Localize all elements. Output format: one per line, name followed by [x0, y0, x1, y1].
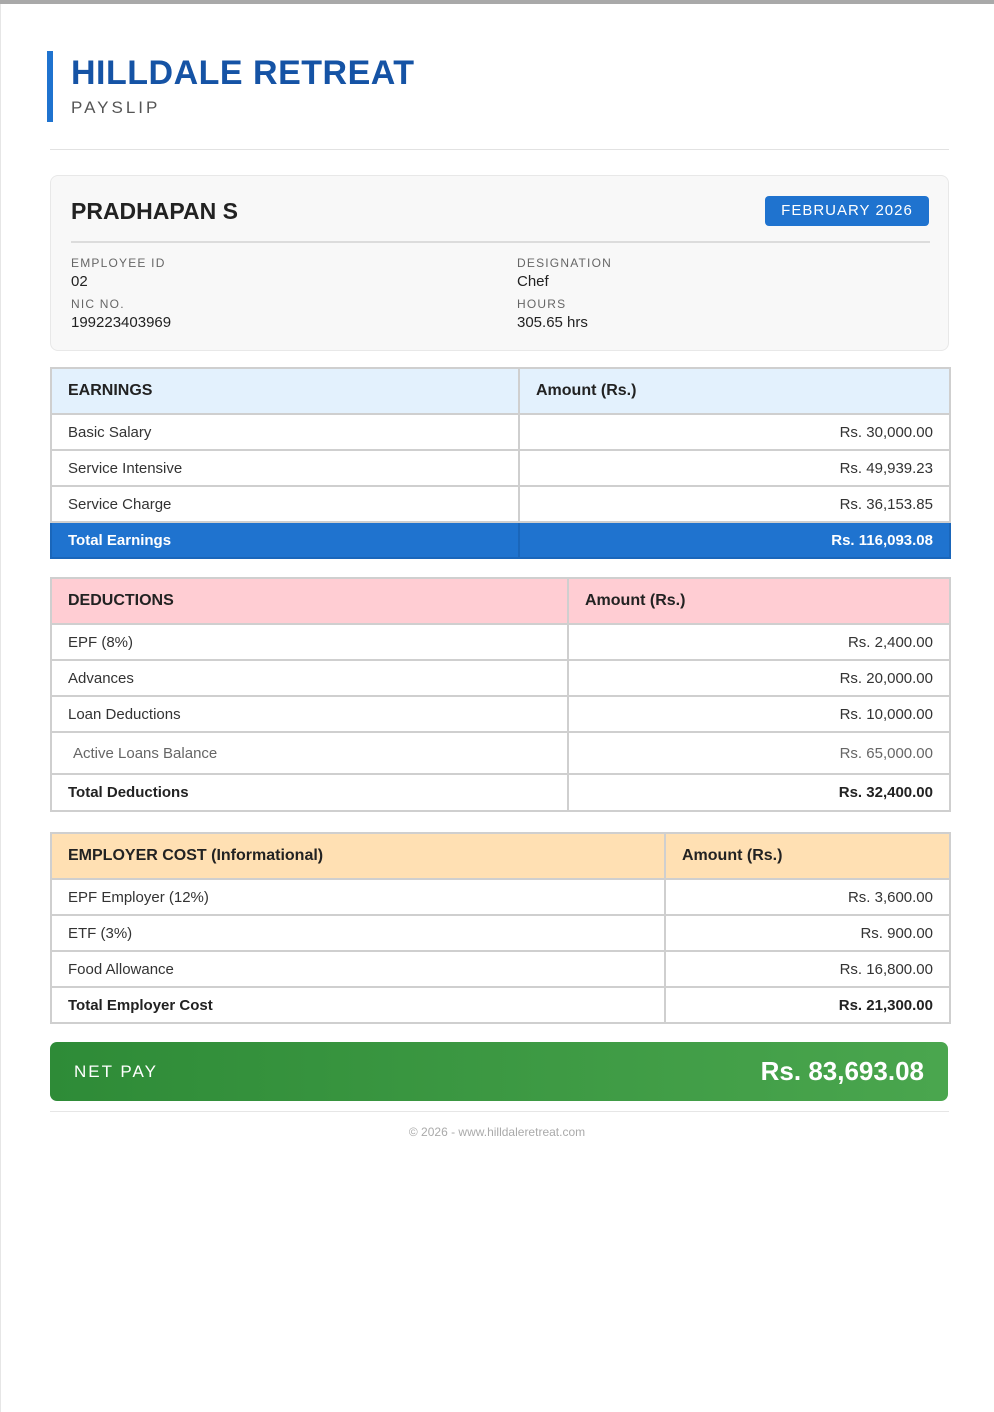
table-row — [51, 951, 950, 987]
card-divider — [71, 241, 930, 243]
table-row — [51, 624, 950, 660]
deductions-table — [50, 577, 951, 812]
row-label: Service Charge — [51, 486, 519, 522]
employee-id-value: 02 — [71, 273, 88, 290]
total-label: Total Deductions — [51, 774, 568, 811]
deductions-title: DEDUCTIONS — [51, 578, 568, 624]
row-amount: Rs. 10,000.00 — [568, 696, 950, 732]
employee-id-label: EMPLOYEE ID — [71, 256, 166, 270]
nic-value: 199223403969 — [71, 314, 172, 331]
loan-balance-label: Active Loans Balance — [51, 732, 568, 774]
net-pay-label: NET PAY — [74, 1062, 158, 1081]
table-header-row — [51, 833, 950, 879]
row-label: Advances — [51, 660, 568, 696]
loan-balance-row — [51, 732, 950, 774]
employee-name: PRADHAPAN S — [71, 198, 238, 224]
row-label: EPF Employer (12%) — [51, 879, 665, 915]
footer-divider — [50, 1111, 949, 1112]
amount-header: Amount (Rs.) — [568, 578, 950, 624]
total-label: Total Employer Cost — [51, 987, 665, 1023]
pay-period-badge: FEBRUARY 2026 — [765, 196, 929, 226]
total-earnings-row — [51, 522, 950, 558]
total-amount: Rs. 32,400.00 — [568, 774, 950, 811]
document-type: PAYSLIP — [71, 98, 161, 117]
company-header — [47, 51, 415, 122]
employer-cost-table — [50, 832, 951, 1024]
table-row — [51, 660, 950, 696]
row-label: Basic Salary — [51, 414, 519, 450]
row-label: ETF (3%) — [51, 915, 665, 951]
row-amount: Rs. 16,800.00 — [665, 951, 950, 987]
table-row — [51, 450, 950, 486]
amount-header: Amount (Rs.) — [519, 368, 950, 414]
header-divider — [50, 149, 949, 150]
page-edge — [0, 4, 1, 1412]
table-row — [51, 879, 950, 915]
total-label: Total Earnings — [51, 522, 519, 558]
row-amount: Rs. 3,600.00 — [665, 879, 950, 915]
top-border — [0, 0, 994, 4]
table-row — [51, 414, 950, 450]
table-row — [51, 915, 950, 951]
nic-label: NIC NO. — [71, 297, 125, 311]
row-amount: Rs. 49,939.23 — [519, 450, 950, 486]
table-header-row — [51, 578, 950, 624]
row-amount: Rs. 2,400.00 — [568, 624, 950, 660]
amount-header: Amount (Rs.) — [665, 833, 950, 879]
designation-label: DESIGNATION — [517, 256, 612, 270]
earnings-table — [50, 367, 951, 559]
total-amount: Rs. 21,300.00 — [665, 987, 950, 1023]
footer-text: © 2026 - www.hilldaleretreat.com — [408, 1125, 586, 1139]
row-amount: Rs. 20,000.00 — [568, 660, 950, 696]
net-pay-amount: Rs. 83,693.08 — [760, 1056, 924, 1086]
total-deductions-row — [51, 774, 950, 811]
total-amount: Rs. 116,093.08 — [519, 522, 950, 558]
hours-value: 305.65 hrs — [517, 314, 588, 331]
net-pay-banner — [50, 1042, 948, 1101]
company-name: HILLDALE RETREAT — [71, 54, 415, 92]
row-amount: Rs. 36,153.85 — [519, 486, 950, 522]
row-amount: Rs. 30,000.00 — [519, 414, 950, 450]
designation-value: Chef — [517, 273, 549, 290]
total-employer-cost-row — [51, 987, 950, 1023]
row-label: Service Intensive — [51, 450, 519, 486]
row-label: Food Allowance — [51, 951, 665, 987]
table-header-row — [51, 368, 950, 414]
table-row — [51, 696, 950, 732]
row-amount: Rs. 900.00 — [665, 915, 950, 951]
employer-cost-title: EMPLOYER COST (Informational) — [51, 833, 665, 879]
employee-card — [50, 175, 949, 351]
table-row — [51, 486, 950, 522]
hours-label: HOURS — [517, 297, 567, 311]
loan-balance-amount: Rs. 65,000.00 — [568, 732, 950, 774]
row-label: EPF (8%) — [51, 624, 568, 660]
earnings-title: EARNINGS — [51, 368, 519, 414]
row-label: Loan Deductions — [51, 696, 568, 732]
